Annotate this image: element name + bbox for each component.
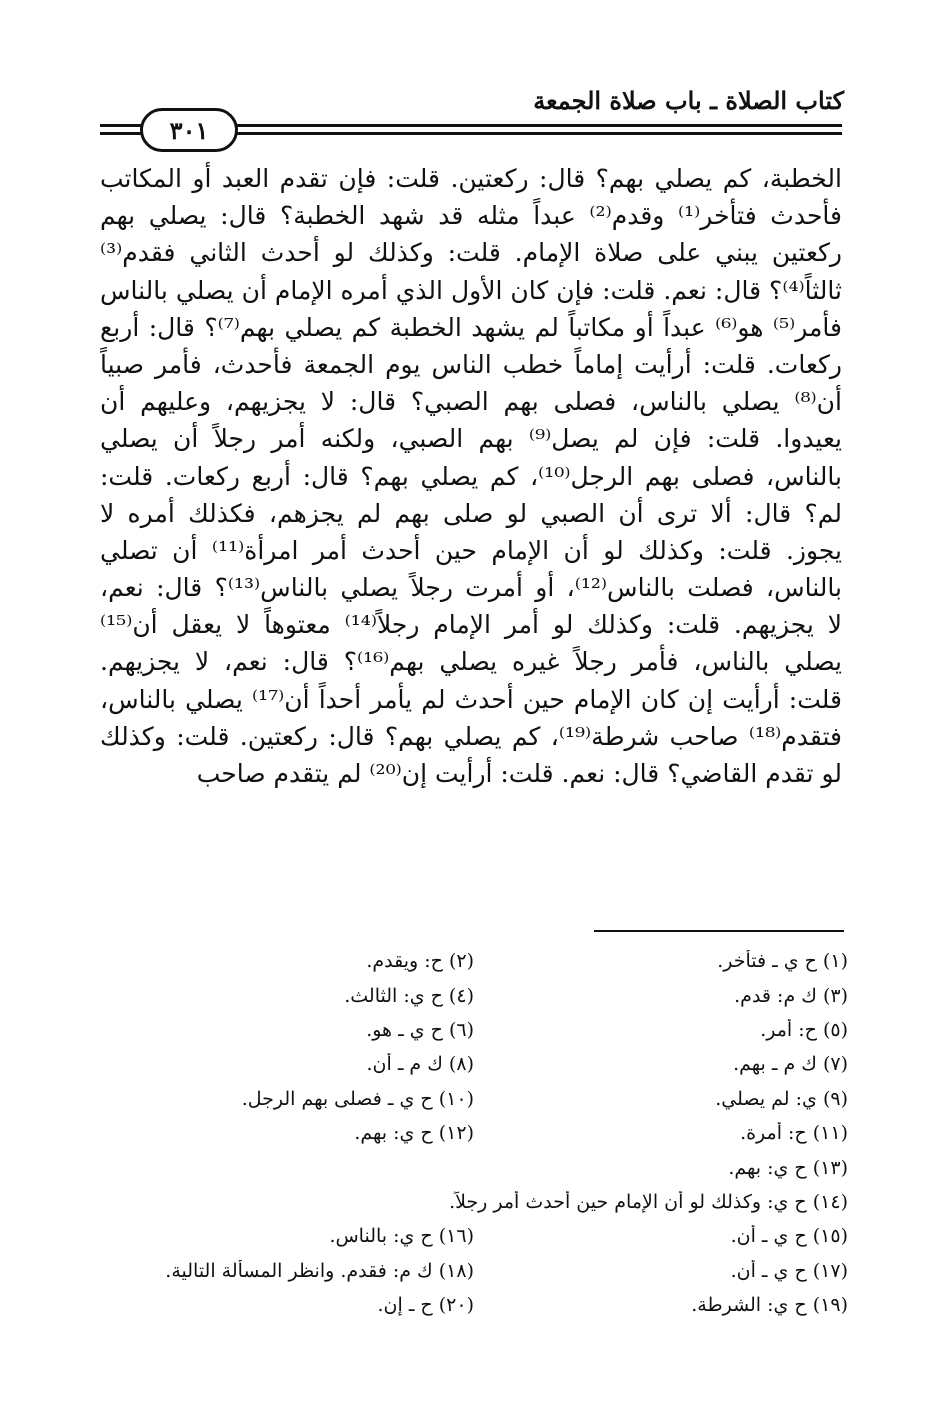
footnote-row [100,1047,848,1081]
footnote-item: (١٨) ك م: فقدم. وانظر المسألة التالية. [165,1259,474,1282]
footnote-item: (١٩) ح ي: الشرطة. [691,1294,848,1317]
footnote-item: (٢٠) ح ـ إن. [377,1294,474,1317]
footnote-row [100,1219,848,1253]
footnote-row [100,1185,848,1219]
body-line: ركعات. قلت: أرأيت إماماً خطب الناس يوم الجمعة فأحدث، فأمر صبياً [100,349,842,379]
body-line: يصلي بالناس، فأمر رجلاً غيره يصلي بهم⁽¹⁶⁾؟ قال: نعم، لا يجزيهم. [100,647,842,677]
footnote-item: (٣) ك م: قدم. [734,984,848,1007]
main-text-block [100,160,842,792]
body-line: فأحدث فتأخر⁽¹⁾ وقدم⁽²⁾ عبداً مثله قد شهد الخطبة؟ قال: يصلي بهم [100,201,842,231]
body-line: بالناس، فصلت بالناس⁽¹²⁾، أو أمرت رجلاً يصلي بالناس⁽¹³⁾؟ قال: نعم، [100,573,842,603]
footnote-item: (١٥) ح ي ـ أن. [730,1225,848,1248]
footnote-row [100,1254,848,1288]
footnotes-block [100,944,848,1322]
body-line: ثالثاً⁽⁴⁾؟ قال: نعم. قلت: فإن كان الأول الذي أمره الإمام أن يصلي بالناس [100,275,842,305]
footnote-row [100,1082,848,1116]
footnote-item: (٦) ح ي ـ هو. [366,1018,474,1041]
footnote-item: (١٠) ح ي ـ فصلى بهم الرجل. [241,1087,474,1110]
footnote-separator [594,930,844,932]
footnote-item: (١٣) ح ي: بهم. [728,1156,848,1179]
body-line: الخطبة، كم يصلي بهم؟ قال: ركعتين. قلت: فإن تقدم العبد أو المكاتب [100,164,842,193]
body-line: لم؟ قال: ألا ترى أن الصبي لو صلى بهم لم يجزهم، فكذلك أمره لا [100,498,842,528]
body-line: يجوز. قلت: وكذلك لو أن الإمام حين أحدث أمر امرأة⁽¹¹⁾ أن تصلي [100,535,842,565]
footnote-row [100,1288,848,1322]
body-line: لا يجزيهم. قلت: وكذلك لو أمر الإمام رجلاً⁽¹⁴⁾ معتوهاً لا يعقل أن⁽¹⁵⁾ [100,610,842,640]
page-number-badge: ٣٠١ [140,108,238,152]
body-line: فتقدم⁽¹⁸⁾ صاحب شرطة⁽¹⁹⁾، كم يصلي بهم؟ قال: ركعتين. قلت: وكذلك [100,721,842,751]
footnote-item: (٢) ح: ويقدم. [366,950,474,973]
footnote-row [100,1013,848,1047]
footnote-item: (٩) ي: لم يصلي. [715,1087,848,1110]
footnote-row [100,944,848,978]
body-line: ركعتين يبني على صلاة الإمام. قلت: وكذلك لو أحدث الثاني فقدم⁽³⁾ [100,238,842,268]
footnote-row [100,1150,848,1184]
footnote-row [100,978,848,1012]
footnote-item: (١١) ح: أمرة. [740,1122,848,1145]
footnote-item: (١٦) ح ي: بالناس. [329,1225,474,1248]
footnote-item: (١٢) ح ي: بهم. [354,1122,474,1145]
body-line: قلت: أرأيت إن كان الإمام حين أحدث لم يأمر أحداً أن⁽¹⁷⁾ يصلي بالناس، [100,684,842,714]
running-header-title: كتاب الصلاة ـ باب صلاة الجمعة [533,86,844,115]
footnote-item: (٤) ح ي: الثالث. [344,984,474,1007]
body-line: لو تقدم القاضي؟ قال: نعم. قلت: أرأيت إن⁽²⁰⁾ لم يتقدم صاحب [196,759,842,788]
footnote-row [100,1116,848,1150]
body-line: فأمر⁽⁵⁾ هو⁽⁶⁾ عبداً أو مكاتباً لم يشهد الخطبة كم يصلي بهم⁽⁷⁾؟ قال: أربع [100,312,842,342]
body-line: أن⁽⁸⁾ يصلي بالناس، فصلى بهم الصبي؟ قال: لا يجزيهم، وعليهم أن [100,387,842,417]
footnote-item: (٨) ك م ـ أن. [366,1053,474,1076]
footnote-item: (٥) ح: أمر. [760,1018,848,1041]
body-line: بالناس، فصلى بهم الرجل⁽¹⁰⁾، كم يصلي بهم؟ قال: أربع ركعات. قلت: [100,461,842,491]
body-line: يعيدوا. قلت: فإن لم يصل⁽⁹⁾ بهم الصبي، ولكنه أمر رجلاً أن يصلي [100,424,842,454]
footnote-item: (١) ح ي ـ فتأخر. [717,950,848,973]
footnote-item: (١٧) ح ي ـ أن. [730,1259,848,1282]
footnote-item: (٧) ك م ـ بهم. [733,1053,848,1076]
footnote-item: (١٤) ح ي: وكذلك لو أن الإمام حين أحدث أمر رجلاً. [449,1190,848,1213]
